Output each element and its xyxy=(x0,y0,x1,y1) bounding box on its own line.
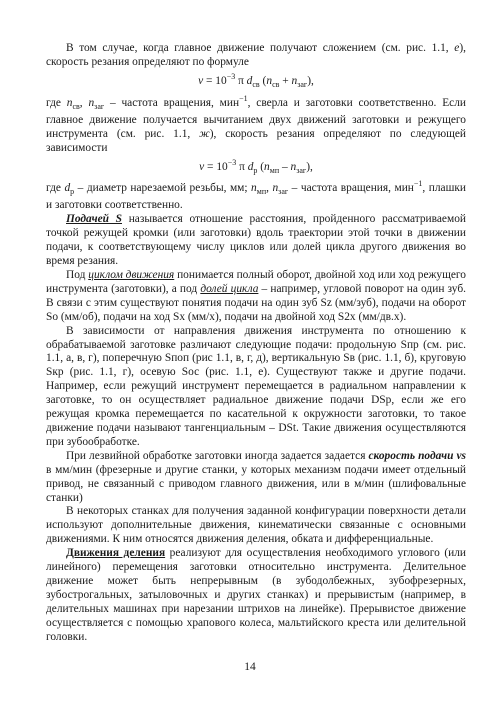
term-feed-speed: скорость подачи vs xyxy=(368,449,466,462)
paragraph-division: Движения деления реализуют для осуществления необходимого углового (или линейного) перемещения заготовки относительно инструмента. Делительное движение может быть непрерывным (в зубодолбежных, зубофрезерных, зубострогальных, затыловочных и других станках) и прерывистым (например, в делительных машинах при нарезании штрихов на линейке). Прерывистое движение осуществляется с помощью храпового колеса, мальтийского креста или делительной головки. xyxy=(46,547,466,643)
formula-1: $v = 10^{-3}$ π $d_{св}$ $(n_{св} + n_{заг})$, xyxy=(198,71,314,89)
term-cycle: циклом движения xyxy=(88,269,175,281)
paragraph-feed-definition: Подачей S называется отношение расстояния, пройденного рассматриваемой точкой режущей кромки (или заготовки) вдоль траектории этой точки в движении подачи, к соответствующему числу циклов или долей цикла другого движения во время резания. xyxy=(46,213,466,268)
term-feed: Подачей S xyxy=(66,213,122,226)
paragraph-feed-speed: При лезвийной обработке заготовки иногда задается задается скорость подачи vs в мм/мин (фрезерные и другие станки, у которых механизм подачи имеет отдельный привод, не связанный с приводом главного движения, или в м/мин (шлифовальные станки) xyxy=(46,449,466,504)
term-division: Движения деления xyxy=(66,547,166,560)
page-number: 14 xyxy=(244,661,256,673)
paragraph: где $n_{св}$, $n_{заг}$ – частота вращения, мин$^{-1}$, сверла и заготовки соответственно. Если главное движение получается вычитанием двух движений заготовки и режущего инструмента (см. рис. 1.1, ж), скорость резания определяют по следующей зависимости xyxy=(46,93,466,154)
paragraph-additional-motions: В некоторых станках для получения заданной конфигурации поверхности детали используют дополнительные движения, кинематически связанные с основными движениями. К ним относятся движения деления, обката и дифференциальные. xyxy=(46,505,466,546)
paragraph: В том случае, когда главное движение получают сложением (см. рис. 1.1, е), скорость резания определяют по формуле xyxy=(46,42,466,68)
paragraph-feed-types: В зависимости от направления движения инструмента по отношению к обрабатываемой заготовке различают следующие подачи: продольную Sпр (см. рис. 1.1, а, в, г), поперечную Sпоп (рис 1.1, в, г, д), вертикальную Sв (рис. 1.1, б), круговую Sкр (рис. 1.1, г), осевую Sос (рис. 1.1, е). Существуют также и другие подачи. Например, если режущий инструмент перемещается в радиальном направлении к заготовке, то он осуществляет радиальное движение подачи DSр, если же его режущая кромка перемещается по касательной к окружности заготовки, то такое движение подачи называют тангенциальным – DSt. Такие движения осуществляются при зубообработке. xyxy=(46,324,466,448)
formula-2: $v = 10^{-3}$ π $d_р$ $(n_{мп} - n_{заг})$, xyxy=(199,157,313,175)
body-text xyxy=(46,42,466,644)
term-cycle-fraction: долей цикла xyxy=(200,282,259,295)
paragraph: где $d_р$ – диаметр нарезаемой резьбы, мм; $n_{мп}$, $n_{заг}$ – частота вращения, мин$^{-1}$, плашки и заготовки соответственно. xyxy=(46,179,467,212)
paragraph-cycle: Под циклом движения понимается полный оборот, двойной ход или ход режущего инструмента (заготовки), а под долей цикла – например, угловой поворот на один зуб. В связи с этим существуют понятия подачи на один зуб Sz (мм/зуб), подачи на оборот So (мм/об), подачи на ход Sx (мм/х), подачи на двойной ход S2x (мм/дв.х). xyxy=(46,269,466,323)
